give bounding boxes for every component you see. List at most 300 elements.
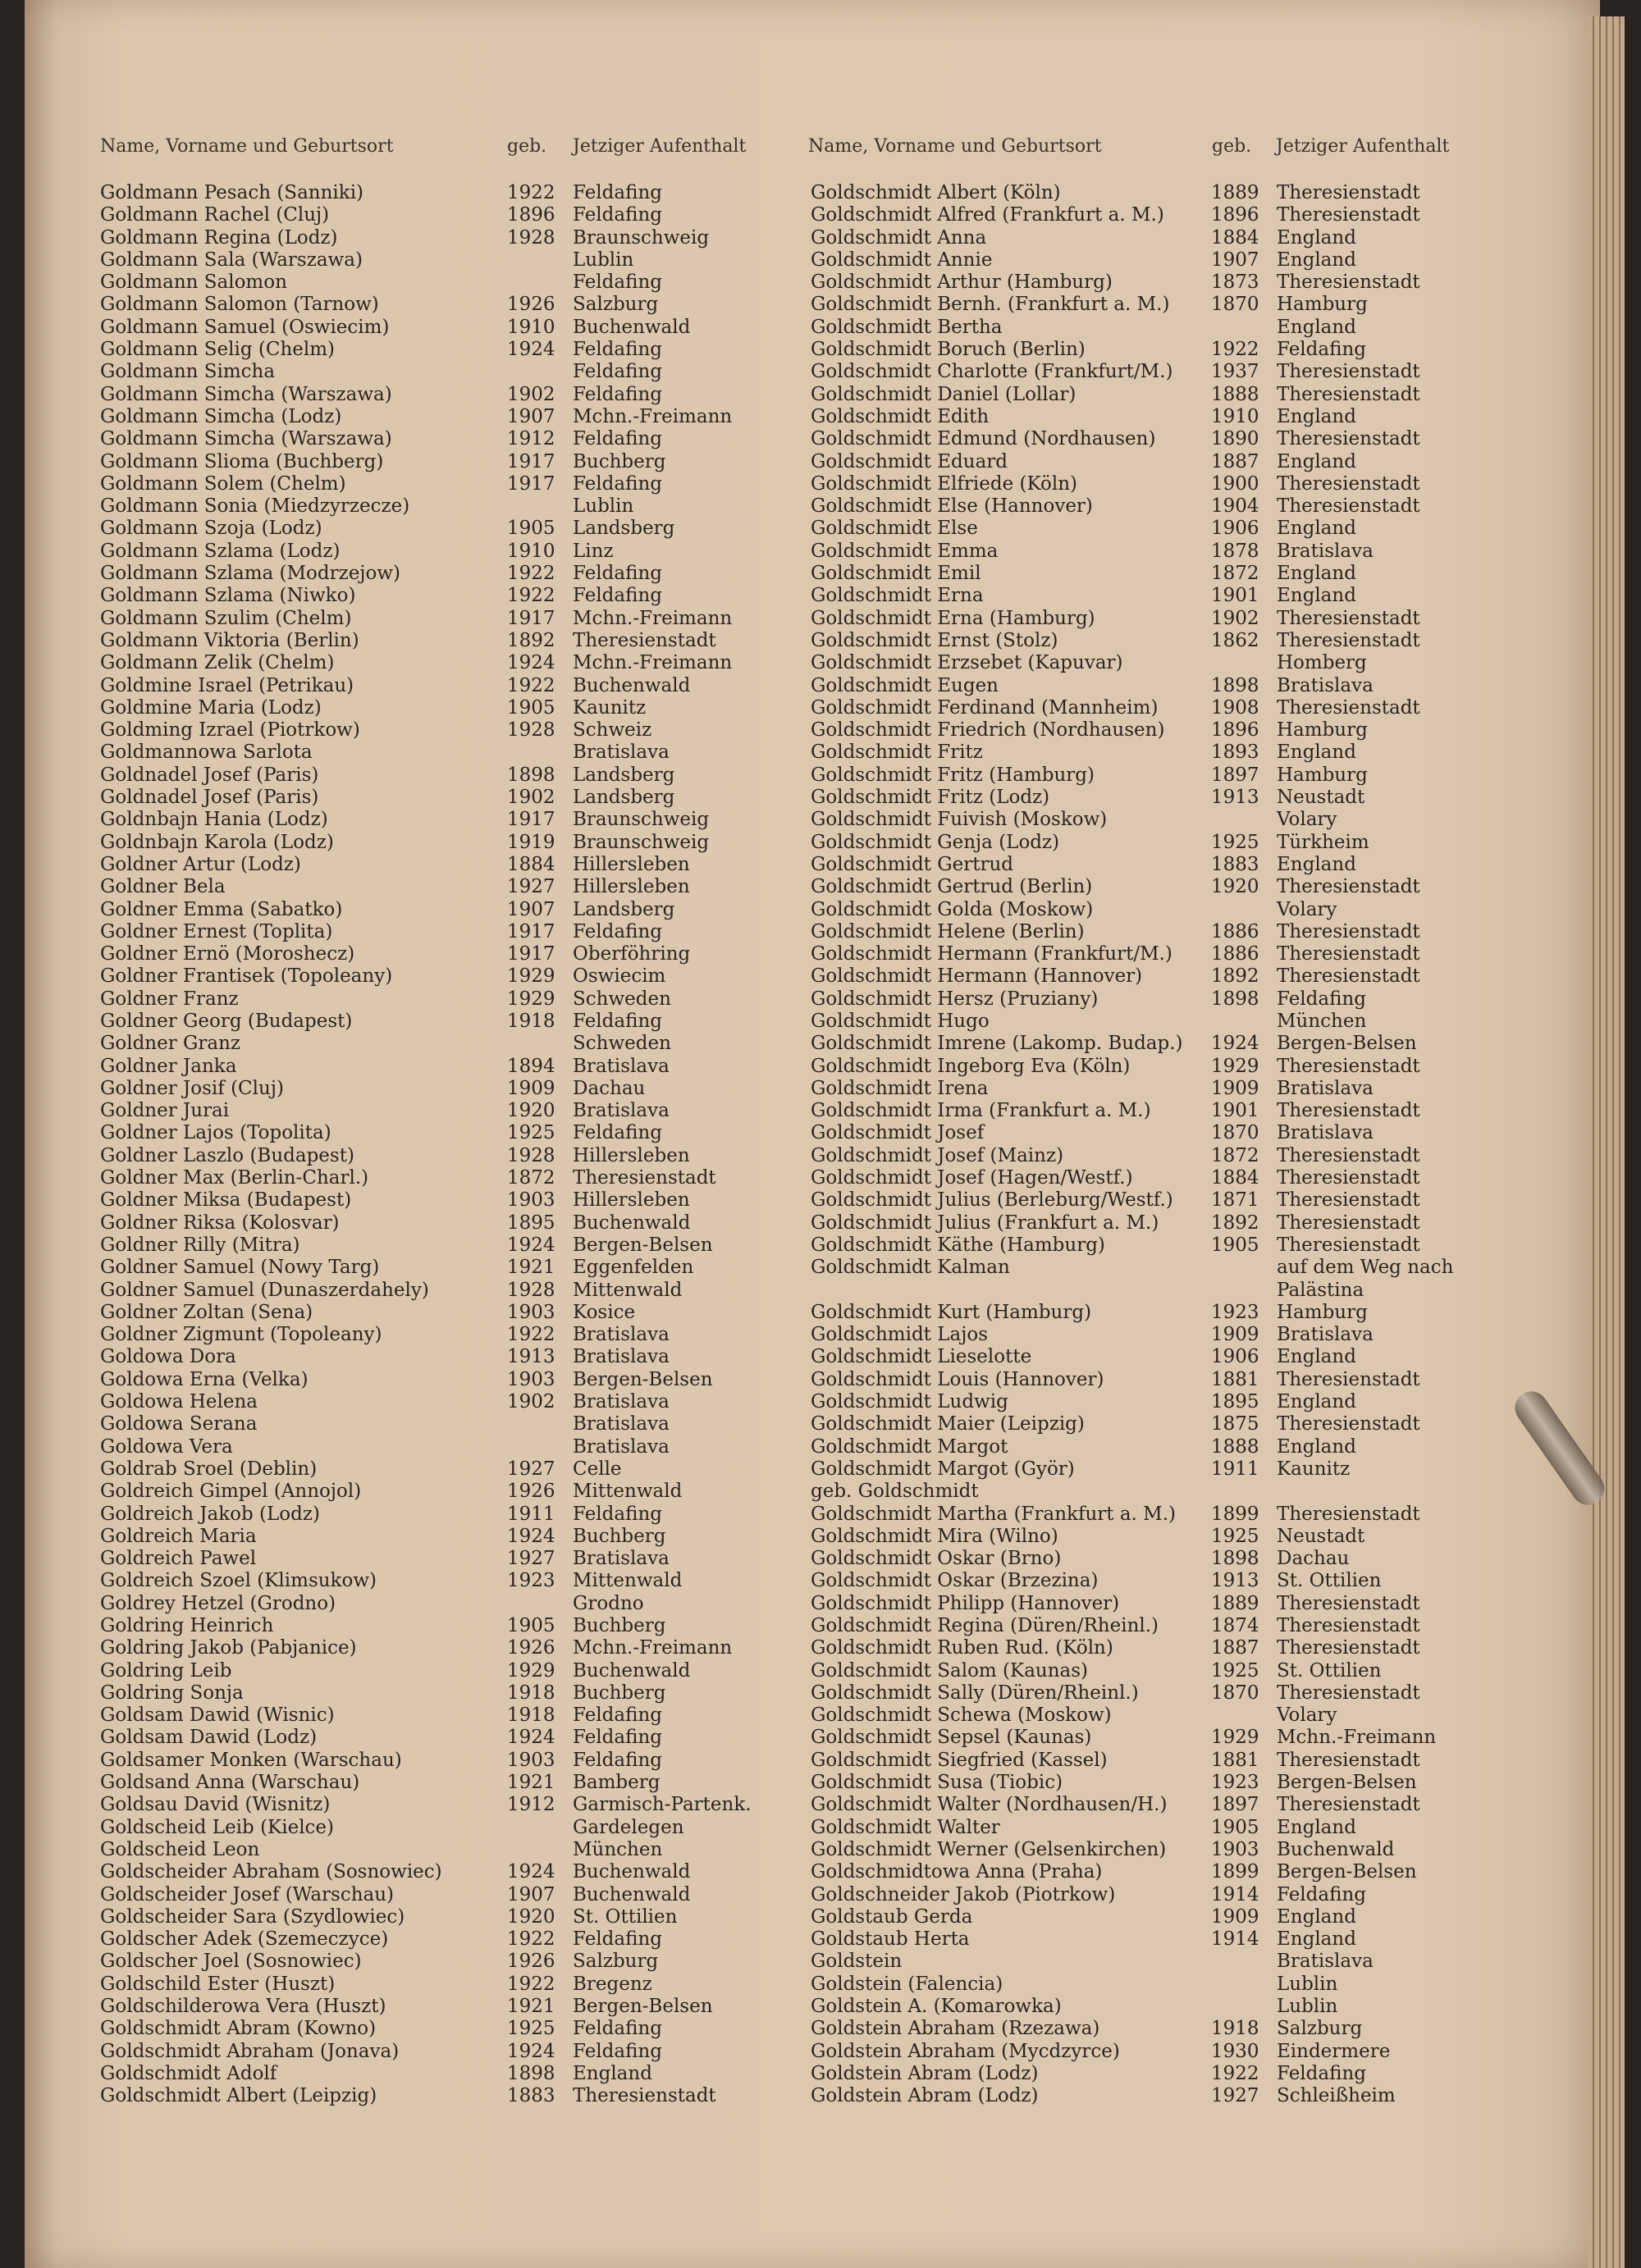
- entry-name: Goldschmidt Arthur (Hamburg): [811, 272, 1113, 294]
- entry-place: Landsberg: [573, 518, 675, 540]
- entry-name: Goldschmidt Boruch (Berlin): [811, 339, 1086, 361]
- entry-name: Goldmann Pesach (Sanniki): [100, 182, 364, 203]
- entry-place: Feldafing: [573, 272, 662, 294]
- list-item: [100, 1794, 773, 1816]
- right-column: [811, 182, 1566, 2108]
- list-item: [811, 1145, 1566, 1167]
- list-item: [100, 1324, 773, 1346]
- entry-name: Goldschneider Jakob (Piotrkow): [811, 1883, 1116, 1905]
- entry-name: Goldschmidt Edith: [811, 405, 990, 427]
- entry-place: Buchenwald: [573, 1659, 691, 1682]
- list-item: [811, 1011, 1566, 1033]
- entry-place: Theresienstadt: [1277, 361, 1420, 383]
- entry-name: Goldschmidt Edmund (Nordhausen): [811, 428, 1156, 450]
- entry-place: Landsberg: [573, 764, 675, 786]
- entry-year: 1862: [1211, 629, 1259, 651]
- list-item: [811, 1951, 1566, 1973]
- entry-year: 1927: [507, 876, 555, 898]
- list-item: [811, 1996, 1566, 2018]
- entry-year: 1924: [507, 1525, 555, 1547]
- entry-name: Goldschilderowa Vera (Huszt): [100, 1996, 386, 2018]
- entry-place: Theresienstadt: [1277, 1794, 1420, 1816]
- entry-year: 1883: [1211, 853, 1259, 875]
- entry-year: 1913: [1211, 787, 1259, 809]
- list-item: [811, 1682, 1566, 1704]
- list-item: [100, 719, 773, 742]
- entry-place: England: [1277, 1391, 1356, 1413]
- entry-year: 1881: [1211, 1368, 1259, 1390]
- list-item: [811, 854, 1566, 876]
- entry-name: Goldschmidt Siegfried (Kassel): [811, 1749, 1108, 1771]
- entry-place: Feldafing: [573, 563, 662, 585]
- entry-place: Feldafing: [573, 1727, 662, 1749]
- entry-year: 1899: [1211, 1503, 1259, 1525]
- list-item: [811, 1570, 1566, 1592]
- entry-name: Goldmann Simcha (Warszawa): [100, 383, 392, 405]
- entry-year: 1924: [507, 1234, 555, 1256]
- entry-place: Landsberg: [573, 898, 675, 920]
- entry-name: Goldmann Zelik (Chelm): [100, 652, 335, 674]
- entry-year: 1910: [507, 316, 555, 338]
- list-item: [811, 495, 1566, 518]
- list-item: [100, 876, 773, 898]
- entry-place: Mchn.-Freimann: [573, 652, 733, 674]
- left-header-place: Jetziger Aufenthalt: [573, 136, 747, 157]
- entry-name: Goldming Izrael (Piotrkow): [100, 719, 360, 742]
- entry-name: Goldschmidt Alfred (Frankfurt a. M.): [811, 204, 1164, 226]
- entry-name: Goldschmidt Eugen: [811, 674, 999, 696]
- entry-name: Goldmann Slioma (Buchberg): [100, 450, 384, 472]
- list-item: [100, 317, 773, 339]
- entry-place: Bratislava: [573, 1391, 670, 1413]
- list-item: [811, 1234, 1566, 1257]
- entry-place: Theresienstadt: [573, 1167, 716, 1189]
- entry-year: 1900: [1211, 472, 1259, 495]
- list-item: [811, 1504, 1566, 1526]
- list-item: [811, 473, 1566, 495]
- entry-name: Goldscheider Abraham (Sosnowiec): [100, 1861, 442, 1883]
- list-item: [811, 988, 1566, 1011]
- entry-year: 1905: [507, 696, 555, 719]
- list-item: [811, 1033, 1566, 1055]
- entry-year: 1927: [507, 1548, 555, 1570]
- entry-place: Feldafing: [573, 2018, 662, 2040]
- entry-year: 1920: [1211, 876, 1259, 898]
- entry-year: 1912: [507, 1794, 555, 1816]
- list-item: [811, 1257, 1566, 1279]
- list-item: [811, 1436, 1566, 1458]
- entry-place: Hillersleben: [573, 1144, 690, 1166]
- entry-year: 1892: [507, 629, 555, 651]
- entry-year: 1928: [507, 226, 555, 249]
- entry-place: Lublin: [573, 249, 634, 271]
- list-item: [100, 384, 773, 406]
- list-item: [100, 1257, 773, 1279]
- entry-place: Mchn.-Freimann: [1277, 1727, 1437, 1749]
- entry-year: 1895: [507, 1212, 555, 1234]
- list-item: [811, 764, 1566, 787]
- entry-name: Goldner Miksa (Budapest): [100, 1189, 352, 1212]
- entry-year: 1904: [1211, 495, 1259, 518]
- entry-place: Eggenfelden: [573, 1257, 694, 1279]
- entry-year: 1896: [1211, 204, 1259, 226]
- entry-place: auf dem Weg nach: [1277, 1257, 1454, 1279]
- entry-year: 1917: [507, 920, 555, 942]
- list-item: [100, 1302, 773, 1324]
- list-item: [100, 899, 773, 921]
- entry-name: Goldner Zoltan (Sena): [100, 1301, 313, 1323]
- entry-name: Goldsamer Monken (Warschau): [100, 1749, 402, 1771]
- list-item: [811, 899, 1566, 921]
- entry-year: 1924: [507, 1861, 555, 1883]
- entry-year: 1918: [507, 1704, 555, 1727]
- list-item: [811, 1122, 1566, 1144]
- list-item: [811, 608, 1566, 630]
- entry-place: Dachau: [573, 1077, 646, 1099]
- entry-name: Goldschmidt Imrene (Lakomp. Budap.): [811, 1033, 1183, 1055]
- entry-year: 1922: [507, 182, 555, 203]
- entry-name: Goldschmidt Salom (Kaunas): [811, 1659, 1089, 1682]
- entry-year: 1925: [1211, 1659, 1259, 1682]
- entry-name: Goldnadel Josef (Paris): [100, 787, 319, 809]
- entry-place: England: [573, 2062, 652, 2084]
- list-item: [811, 361, 1566, 383]
- entry-name: Goldmann Sala (Warszawa): [100, 249, 363, 271]
- entry-name: Goldner Ernest (Toplita): [100, 920, 333, 942]
- entry-year: 1927: [1211, 2085, 1259, 2107]
- list-item: [100, 563, 773, 585]
- list-item: [100, 451, 773, 473]
- left-column: [100, 182, 773, 2108]
- entry-place: Theresienstadt: [1277, 1144, 1420, 1166]
- list-item: [100, 1727, 773, 1749]
- entry-year: 1917: [507, 607, 555, 629]
- list-item: [811, 1637, 1566, 1659]
- entry-name: Goldschmidt Lajos: [811, 1324, 989, 1346]
- entry-year: 1907: [1211, 249, 1259, 271]
- entry-name: Goldowa Dora: [100, 1346, 236, 1368]
- entry-place: Theresienstadt: [573, 629, 716, 651]
- entry-place: Landsberg: [573, 787, 675, 809]
- entry-place: Bratislava: [573, 1413, 670, 1435]
- entry-place: Hamburg: [1277, 294, 1368, 316]
- entry-place: Bergen-Belsen: [573, 1234, 713, 1256]
- list-item: [811, 675, 1566, 697]
- entry-place: Feldafing: [573, 1503, 662, 1525]
- entry-name: Goldschmidt Albert (Köln): [811, 182, 1061, 203]
- list-item: [100, 1593, 773, 1615]
- entry-place: Bergen-Belsen: [1277, 1861, 1417, 1883]
- entry-place: Bratislava: [573, 742, 670, 764]
- list-item: [100, 182, 773, 204]
- entry-place: Volary: [1277, 809, 1337, 831]
- list-item: [811, 1593, 1566, 1615]
- entry-year: 1913: [1211, 1570, 1259, 1592]
- list-item: [811, 249, 1566, 272]
- list-item: [811, 585, 1566, 607]
- entry-year: 1889: [1211, 182, 1259, 203]
- entry-place: Feldafing: [573, 182, 662, 203]
- list-item: [100, 361, 773, 383]
- entry-name: Goldscheid Leon: [100, 1838, 260, 1860]
- entry-place: St. Ottilien: [1277, 1659, 1382, 1682]
- entry-name: Goldschmidt Annie: [811, 249, 993, 271]
- entry-place: Dachau: [1277, 1548, 1350, 1570]
- list-item: [811, 742, 1566, 764]
- entry-name: Goldsand Anna (Warschau): [100, 1772, 360, 1794]
- entry-year: 1922: [1211, 2062, 1259, 2084]
- entry-year: 1897: [1211, 764, 1259, 786]
- entry-place: Oberföhring: [573, 943, 691, 965]
- list-item: [100, 1570, 773, 1592]
- entry-place: Bratislava: [573, 1100, 670, 1122]
- list-item: [811, 2041, 1566, 2063]
- entry-name: Goldschmidt Louis (Hannover): [811, 1368, 1104, 1390]
- entry-place: St. Ottilien: [1277, 1570, 1382, 1592]
- list-item: [811, 965, 1566, 988]
- entry-place: Buchberg: [573, 1525, 666, 1547]
- list-item: [811, 630, 1566, 652]
- entry-name: Goldschmidt Bernh. (Frankfurt a. M.): [811, 294, 1170, 316]
- list-item: [100, 1346, 773, 1368]
- list-item: [811, 809, 1566, 831]
- list-item: [100, 518, 773, 540]
- entry-name: Goldmann Sonia (Miedzyrzecze): [100, 495, 410, 518]
- entry-name: Goldstaub Herta: [811, 1928, 970, 1951]
- list-item: [100, 473, 773, 495]
- entry-year: 1870: [1211, 1682, 1259, 1704]
- entry-year: 1874: [1211, 1615, 1259, 1636]
- list-item: [811, 697, 1566, 719]
- list-item: [100, 495, 773, 518]
- entry-place: Schweiz: [573, 719, 652, 742]
- entry-name: Goldschmidt Adolf: [100, 2062, 277, 2084]
- entry-name: Goldschmidt Fritz (Hamburg): [811, 764, 1095, 786]
- list-item: [100, 764, 773, 787]
- entry-name: Goldschmidt Daniel (Lollar): [811, 383, 1076, 405]
- entry-place: Theresienstadt: [1277, 1100, 1420, 1122]
- entry-place: England: [1277, 1905, 1356, 1928]
- entry-year: 1926: [507, 1481, 555, 1503]
- entry-year: 1925: [507, 2018, 555, 2040]
- entry-name: Goldscheider Josef (Warschau): [100, 1883, 395, 1905]
- entry-name: Goldnbajn Hania (Lodz): [100, 809, 328, 831]
- left-header-year: geb.: [507, 136, 547, 157]
- entry-place: Kaunitz: [573, 696, 647, 719]
- entry-place: Theresienstadt: [1277, 1413, 1420, 1435]
- entry-name: Goldschmidt Charlotte (Frankfurt/M.): [811, 361, 1173, 383]
- entry-name: Goldschmidt Kurt (Hamburg): [811, 1301, 1092, 1323]
- entry-name: Goldmann Szlama (Niwko): [100, 585, 356, 607]
- entry-name: Goldschmidt Sepsel (Kaunas): [811, 1727, 1092, 1749]
- entry-year: 1872: [1211, 563, 1259, 585]
- entry-place: Bratislava: [1277, 1077, 1374, 1099]
- entry-name: Goldschmidt Käthe (Hamburg): [811, 1234, 1105, 1256]
- entry-year: 1911: [1211, 1458, 1259, 1480]
- entry-place: Feldafing: [573, 361, 662, 383]
- entry-year: 1921: [507, 1257, 555, 1279]
- entry-place: Theresienstadt: [1277, 876, 1420, 898]
- entry-year: 1902: [507, 787, 555, 809]
- entry-year: 1921: [507, 1996, 555, 2018]
- entry-place: England: [1277, 226, 1356, 249]
- list-item: [100, 1772, 773, 1794]
- entry-year: 1922: [1211, 339, 1259, 361]
- entry-year: 1903: [507, 1301, 555, 1323]
- list-item: [100, 787, 773, 809]
- entry-name: Goldstein (Falencia): [811, 1973, 1003, 1995]
- entry-year: 1909: [507, 1077, 555, 1099]
- list-item: [100, 1974, 773, 1996]
- entry-place: Mittenwald: [573, 1570, 683, 1592]
- entry-name: Goldschmidt Maier (Leipzig): [811, 1413, 1085, 1435]
- entry-place: England: [1277, 1435, 1356, 1458]
- entry-place: England: [1277, 563, 1356, 585]
- list-item: [100, 608, 773, 630]
- list-item: [100, 1122, 773, 1144]
- list-item: [811, 1772, 1566, 1794]
- entry-name: Goldstein Abram (Lodz): [811, 2062, 1039, 2084]
- list-item: [811, 518, 1566, 540]
- entry-place: Bratislava: [573, 1324, 670, 1346]
- list-item: [811, 1839, 1566, 1861]
- list-item: [100, 1391, 773, 1413]
- entry-name: Goldschmidt Margot (Györ): [811, 1458, 1075, 1480]
- entry-name: Goldschmidt Emma: [811, 540, 999, 562]
- entry-place: England: [1277, 1816, 1356, 1838]
- entry-name: Goldmann Szlama (Modrzejow): [100, 563, 400, 585]
- entry-name: Goldstein: [811, 1951, 903, 1973]
- entry-name: Goldschmidt Schewa (Moskow): [811, 1704, 1112, 1727]
- entry-year: 1928: [507, 1144, 555, 1166]
- list-item: [100, 2018, 773, 2040]
- entry-name: Goldmine Maria (Lodz): [100, 696, 322, 719]
- entry-year: 1907: [507, 405, 555, 427]
- entry-place: Buchenwald: [573, 1861, 691, 1883]
- entry-name: Goldschmidt Bertha: [811, 316, 1003, 338]
- entry-year: 1920: [507, 1905, 555, 1928]
- entry-place: München: [1277, 1010, 1367, 1032]
- entry-name: Goldschmidt Ernst (Stolz): [811, 629, 1058, 651]
- entry-name: Goldschmidt Ruben Rud. (Köln): [811, 1637, 1113, 1659]
- list-item: [100, 406, 773, 428]
- entry-name: Goldschmidt Regina (Düren/Rheinl.): [811, 1615, 1159, 1636]
- entry-place: Theresienstadt: [1277, 1749, 1420, 1771]
- entry-year: 1906: [1211, 1346, 1259, 1368]
- entry-place: Buchberg: [573, 1615, 666, 1636]
- entry-place: Mchn.-Freimann: [573, 405, 733, 427]
- list-item: [811, 1189, 1566, 1212]
- entry-year: 1903: [507, 1189, 555, 1212]
- entry-name: Goldschmidt Hermann (Hannover): [811, 965, 1143, 988]
- list-item: [811, 719, 1566, 742]
- entry-place: Bamberg: [573, 1772, 661, 1794]
- entry-place: Theresienstadt: [1277, 1189, 1420, 1212]
- entry-name: Goldschmidt Fritz (Lodz): [811, 787, 1050, 809]
- entry-name: Goldsam Dawid (Lodz): [100, 1727, 318, 1749]
- entry-name: Goldschmidt Martha (Frankfurt a. M.): [811, 1503, 1177, 1525]
- entry-name: Goldschmidt Sally (Düren/Rheinl.): [811, 1682, 1139, 1704]
- entry-name: Goldner Jurai: [100, 1100, 230, 1122]
- entry-year: 1925: [1211, 831, 1259, 853]
- entry-year: 1929: [507, 965, 555, 988]
- list-item: [811, 1167, 1566, 1189]
- entry-name: Goldner Laszlo (Budapest): [100, 1144, 354, 1166]
- entry-year: 1898: [1211, 674, 1259, 696]
- entry-place: England: [1277, 742, 1356, 764]
- entry-name: Goldsau David (Wisnitz): [100, 1794, 331, 1816]
- entry-place: Theresienstadt: [1277, 1234, 1420, 1256]
- entry-place: Feldafing: [573, 585, 662, 607]
- entry-year: 1905: [507, 1615, 555, 1636]
- entry-place: Braunschweig: [573, 831, 710, 853]
- entry-year: 1913: [507, 1346, 555, 1368]
- entry-place: England: [1277, 518, 1356, 540]
- entry-place: Feldafing: [573, 920, 662, 942]
- list-item: [100, 1504, 773, 1526]
- entry-place: Feldafing: [1277, 1883, 1366, 1905]
- entry-name: Goldschild Ester (Huszt): [100, 1973, 336, 1995]
- entry-place: Buchenwald: [573, 1212, 691, 1234]
- entry-place: Palästina: [1277, 1279, 1364, 1301]
- entry-year: 1878: [1211, 540, 1259, 562]
- entry-year: 1889: [1211, 1592, 1259, 1614]
- entry-name: Goldnbajn Karola (Lodz): [100, 831, 334, 853]
- list-item: [100, 541, 773, 563]
- list-item: [100, 1817, 773, 1839]
- entry-place: Kosice: [573, 1301, 636, 1323]
- entry-year: 1937: [1211, 361, 1259, 383]
- entry-place: Braunschweig: [573, 809, 710, 831]
- list-item: [100, 1369, 773, 1391]
- entry-name: Goldschmidt Ferdinand (Mannheim): [811, 696, 1159, 719]
- entry-name: Goldschmidt Kalman: [811, 1257, 1010, 1279]
- list-item: [100, 1884, 773, 1906]
- entry-place: Buchenwald: [573, 674, 691, 696]
- entry-place: Lublin: [1277, 1996, 1338, 2018]
- entry-name: Goldscher Joel (Sosnowiec): [100, 1951, 362, 1973]
- list-item: [100, 697, 773, 719]
- entry-year: 1890: [1211, 428, 1259, 450]
- entry-place: Bratislava: [573, 1548, 670, 1570]
- list-item: [811, 832, 1566, 854]
- entry-year: 1922: [507, 1324, 555, 1346]
- entry-year: 1909: [1211, 1077, 1259, 1099]
- list-item: [100, 1078, 773, 1100]
- list-item: [100, 1413, 773, 1435]
- entry-year: 1923: [1211, 1772, 1259, 1794]
- left-header-name: Name, Vorname und Geburtsort: [100, 136, 394, 157]
- entry-place: Feldafing: [573, 1749, 662, 1771]
- entry-name: Goldmann Regina (Lodz): [100, 226, 338, 249]
- entry-place: England: [1277, 585, 1356, 607]
- entry-year: 1921: [507, 1772, 555, 1794]
- entry-year: 1898: [507, 2062, 555, 2084]
- entry-year: 1930: [1211, 2040, 1259, 2062]
- entry-name: Goldmine Israel (Petrikau): [100, 674, 354, 696]
- list-item: [100, 1280, 773, 1302]
- entry-year: 1909: [1211, 1324, 1259, 1346]
- entry-name: Goldreich Szoel (Klimsukow): [100, 1570, 377, 1592]
- entry-name: Goldmann Selig (Chelm): [100, 339, 336, 361]
- entry-name: Goldmann Solem (Chelm): [100, 472, 346, 495]
- entry-name: Goldreich Gimpel (Annojol): [100, 1481, 362, 1503]
- entry-name: Goldner Samuel (Dunaszerdahely): [100, 1279, 429, 1301]
- entry-name: Goldschmidt Elfriede (Köln): [811, 472, 1078, 495]
- entry-name: Goldner Emma (Sabatko): [100, 898, 343, 920]
- entry-year: 1884: [1211, 226, 1259, 249]
- entry-year: 1924: [507, 2040, 555, 2062]
